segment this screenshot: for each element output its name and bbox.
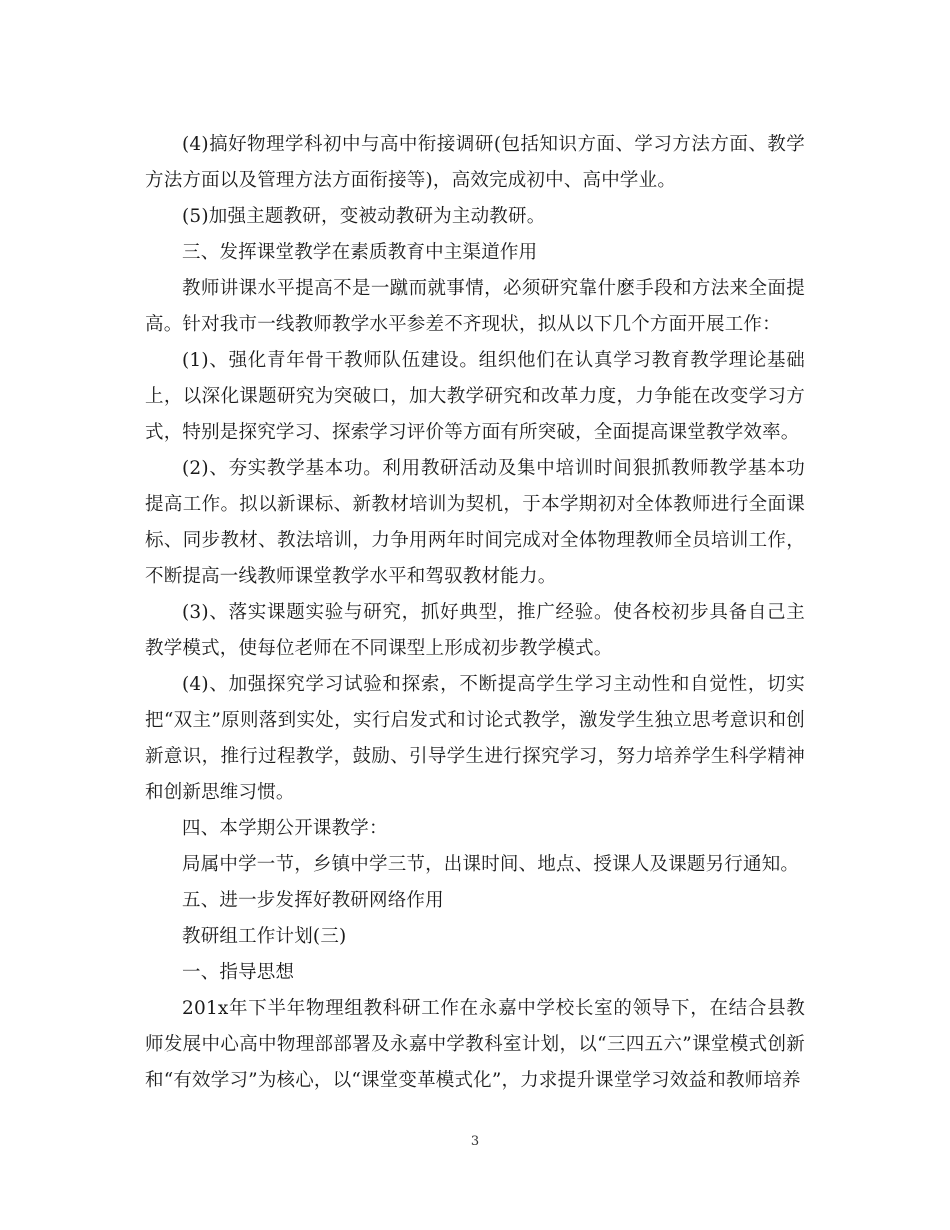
paragraph-open-classes: 局属中学一节，乡镇中学三节，出课时间、地点、授课人及课题另行通知。 (182, 854, 800, 875)
document-body (145, 127, 805, 1099)
plan-title-3: 教研组工作计划(三) (182, 926, 347, 947)
paragraph-guiding-ideology: 201x年下半年物理组教科研工作在永嘉中学校长室的领导下，在结合县教师发展中心高中物理部部署及永嘉中学教科室计划，以“三四五六”课堂模式创新和“有效学习”为核心，以“课堂变革模式化”，力求提升课堂学习效益和教师培养 (145, 998, 805, 1091)
section-heading-3: 三、发挥课堂教学在素质教育中主渠道作用 (182, 242, 538, 263)
section-heading-4: 四、本学期公开课教学： (182, 818, 388, 839)
paragraph-item-5-thematic-research: (5)加强主题教研，变被动教研为主动教研。 (182, 206, 546, 227)
paragraph-teaching-level: 教师讲课水平提高不是一蹴而就事情，必须研究靠什麽手段和方法来全面提高。针对我市一线教师教学水平参差不齐现状，拟从以下几个方面开展工作： (145, 278, 805, 335)
paragraph-item-1-young-teachers: (1)、强化青年骨干教师队伍建设。组织他们在认真学习教育教学理论基础上，以深化课题研究为突破口，加大教学研究和改革力度，力争能在改变学习方式，特别是探究学习、探索学习评价等方面有所突破，全面提高课堂教学效率。 (145, 350, 805, 443)
paragraph-item-2-basic-skills: (2)、夯实教学基本功。利用教研活动及集中培训时间狠抓教师教学基本功提高工作。拟以新课标、新教材培训为契机，于本学期初对全体教师进行全面课标、同步教材、教法培训，力争用两年时间完成对全体物理教师全员培训工作，不断提高一线教师课堂教学水平和驾驭教材能力。 (145, 458, 805, 587)
paragraph-item-4-inquiry-learning: (4)、加强探究学习试验和探索，不断提高学生学习主动性和自觉性，切实把“双主”原则落到实处，实行启发式和讨论式教学，激发学生独立思考意识和创新意识，推行过程教学，鼓励、引导学生进行探究学习，努力培养学生科学精神和创新思维习惯。 (145, 674, 805, 803)
paragraph-item-4-bridging-research: (4)搞好物理学科初中与高中衔接调研(包括知识方面、学习方法方面、教学方法方面以及管理方法方面衔接等)，高效完成初中、高中学业。 (145, 134, 805, 191)
paragraph-item-3-research-projects: (3)、落实课题实验与研究，抓好典型，推广经验。使各校初步具备自己主教学模式，使每位老师在不同课型上形成初步教学模式。 (145, 602, 805, 659)
section-heading-5: 五、进一步发挥好教研网络作用 (182, 890, 444, 911)
section-heading-1: 一、指导思想 (182, 962, 295, 983)
page-number: 3 (470, 1134, 480, 1149)
